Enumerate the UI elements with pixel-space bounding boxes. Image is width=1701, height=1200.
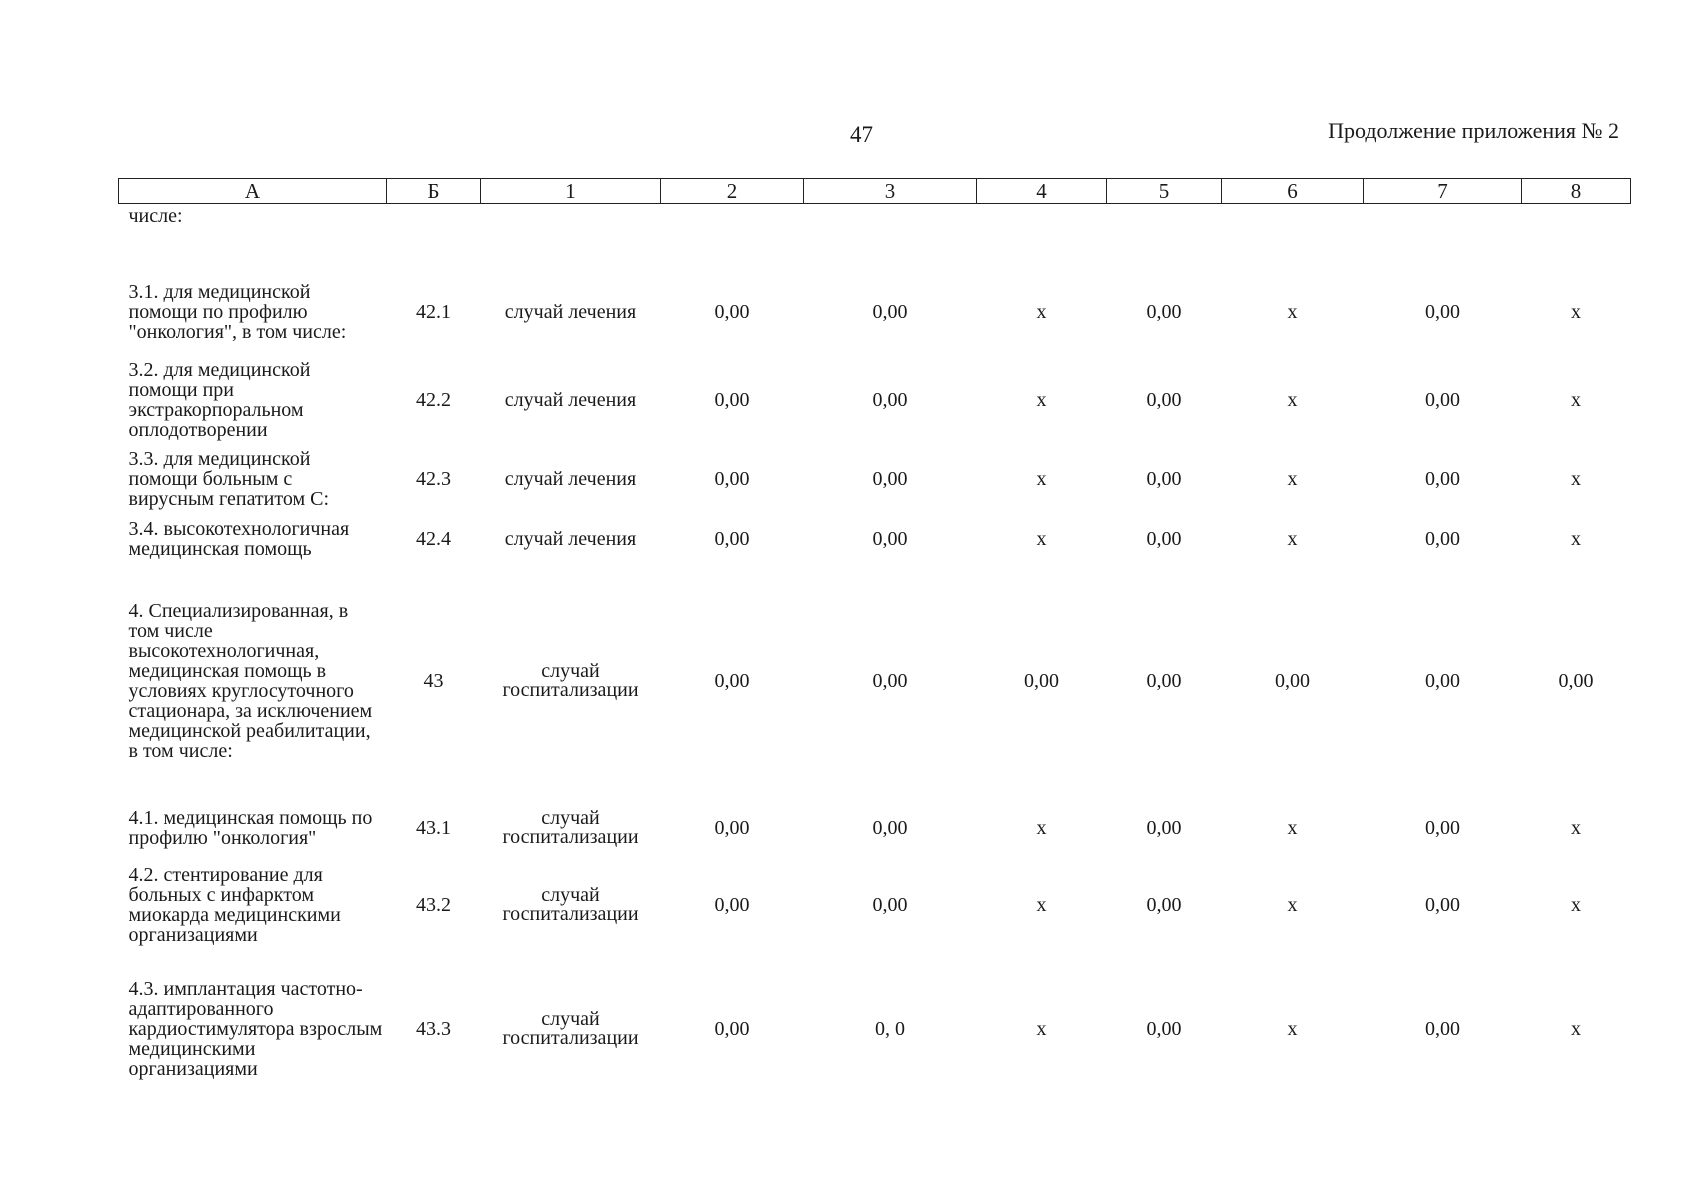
row-code: 42.4 [416, 528, 451, 550]
row-code: 43 [423, 670, 444, 692]
cell-col-6: х [1287, 389, 1298, 411]
row-name: 4.1. медицинская помощь по профилю "онкология" [128, 807, 373, 849]
cell-col-8: х [1571, 817, 1581, 839]
table-row [119, 204, 1631, 269]
row-name: 3.3. для медицинской помощи больным с вирусным гепатитом С: [128, 448, 330, 510]
data-table [118, 178, 1631, 1106]
cell-col-7: 0,00 [1425, 1018, 1460, 1040]
row-unit: случай госпитализации [502, 884, 639, 925]
cell-col-8: х [1571, 301, 1581, 323]
cell-col-8: 0,00 [1558, 670, 1594, 692]
row-code: 42.2 [416, 389, 451, 411]
cell-col-4: х [1036, 301, 1047, 323]
row-unit: случай госпитализации [502, 1008, 639, 1049]
table-row [119, 356, 1631, 444]
cell-col-5: 0,00 [1146, 528, 1182, 550]
col-header-2: 2 [661, 179, 804, 204]
row-name: числе: [128, 205, 183, 227]
row-name: 3.2. для медицинской помощи при экстракорпоральном оплодотворении [128, 359, 311, 441]
row-unit: случай лечения [504, 467, 637, 490]
row-name: 4. Специализированная, в том числе высокотехнологичная, медицинская помощь в условиях круглосуточного стационара, за исключением медицинской реабилитации, в том числе: [128, 600, 373, 762]
cell-col-2: 0,00 [714, 670, 750, 692]
cell-col-2: 0,00 [714, 528, 750, 550]
cell-col-3: 0,00 [872, 670, 908, 692]
col-header-6: 6 [1222, 179, 1364, 204]
cell-col-2: 0,00 [714, 468, 750, 490]
table-row [119, 798, 1631, 858]
cell-col-4: х [1036, 817, 1047, 839]
cell-col-5: 0,00 [1146, 301, 1182, 323]
cell-col-3: 0,00 [872, 894, 908, 916]
col-header-1: 1 [481, 179, 661, 204]
continuation-label: Продолжение приложения № 2 [1328, 118, 1619, 143]
cell-col-2: 0,00 [714, 389, 750, 411]
cell-col-8: х [1571, 1018, 1581, 1040]
row-unit: случай лечения [504, 527, 637, 550]
cell-col-7: 0,00 [1425, 528, 1460, 550]
row-code: 43.1 [416, 817, 451, 839]
row-name: 4.3. имплантация частотно-адаптированного кардиостимулятора взрослым медицинскими организациями [128, 978, 383, 1080]
cell-col-6: 0,00 [1275, 670, 1310, 692]
cell-col-3: 0,00 [872, 528, 908, 550]
col-header-8: 8 [1522, 179, 1631, 204]
cell-col-5: 0,00 [1146, 670, 1182, 692]
row-code: 43.2 [416, 894, 451, 916]
page-number: 47 [850, 122, 873, 147]
row-name: 3.4. высокотехнологичная медицинская помощь [128, 518, 350, 560]
cell-col-3: 0, 0 [875, 1018, 905, 1040]
cell-col-8: х [1571, 468, 1581, 490]
row-name: 3.1. для медицинской помощи по профилю "онкология", в том числе: [128, 281, 347, 343]
table-row [119, 444, 1631, 514]
cell-col-5: 0,00 [1146, 817, 1182, 839]
cell-col-7: 0,00 [1425, 301, 1460, 323]
cell-col-7: 0,00 [1425, 389, 1460, 411]
cell-col-4: 0,00 [1024, 670, 1059, 692]
col-header-b: Б [387, 179, 481, 204]
cell-col-4: х [1036, 528, 1047, 550]
cell-col-6: х [1287, 817, 1298, 839]
row-unit: случай госпитализации [502, 807, 639, 848]
row-code: 42.1 [416, 301, 451, 323]
row-unit: случай лечения [504, 300, 637, 323]
cell-col-4: х [1036, 894, 1047, 916]
cell-col-3: 0,00 [872, 301, 908, 323]
cell-col-7: 0,00 [1425, 468, 1460, 490]
cell-col-6: х [1287, 301, 1298, 323]
row-code: 43.3 [416, 1018, 451, 1040]
cell-col-3: 0,00 [872, 389, 908, 411]
row-unit: случай госпитализации [502, 660, 639, 701]
col-header-3: 3 [804, 179, 977, 204]
col-header-5: 5 [1107, 179, 1222, 204]
cell-col-5: 0,00 [1146, 389, 1182, 411]
cell-col-6: х [1287, 1018, 1298, 1040]
table-row [119, 858, 1631, 952]
row-unit: случай лечения [504, 388, 637, 411]
table-row [119, 952, 1631, 1106]
cell-col-8: х [1571, 894, 1581, 916]
col-header-a: А [119, 179, 387, 204]
cell-col-2: 0,00 [714, 894, 750, 916]
header-row [119, 179, 1631, 204]
table-row [119, 564, 1631, 798]
cell-col-6: х [1287, 468, 1298, 490]
cell-col-7: 0,00 [1425, 817, 1460, 839]
cell-col-7: 0,00 [1425, 670, 1460, 692]
cell-col-8: х [1571, 389, 1581, 411]
row-name: 4.2. стентирование для больных с инфарктом миокарда медицинскими организациями [128, 864, 341, 946]
cell-col-2: 0,00 [714, 1018, 750, 1040]
cell-col-6: х [1287, 528, 1298, 550]
cell-col-6: х [1287, 894, 1298, 916]
cell-col-7: 0,00 [1425, 894, 1460, 916]
cell-col-4: х [1036, 389, 1047, 411]
col-header-7: 7 [1364, 179, 1522, 204]
table-row [119, 514, 1631, 564]
table-row [119, 268, 1631, 356]
cell-col-2: 0,00 [714, 301, 750, 323]
col-header-4: 4 [977, 179, 1107, 204]
cell-col-5: 0,00 [1146, 1018, 1182, 1040]
cell-col-3: 0,00 [872, 468, 908, 490]
cell-col-5: 0,00 [1146, 894, 1182, 916]
cell-col-2: 0,00 [714, 817, 750, 839]
cell-col-3: 0,00 [872, 817, 908, 839]
cell-col-5: 0,00 [1146, 468, 1182, 490]
cell-col-8: х [1571, 528, 1581, 550]
cell-col-4: х [1036, 468, 1047, 490]
cell-col-4: х [1036, 1018, 1047, 1040]
row-code: 42.3 [416, 468, 451, 490]
